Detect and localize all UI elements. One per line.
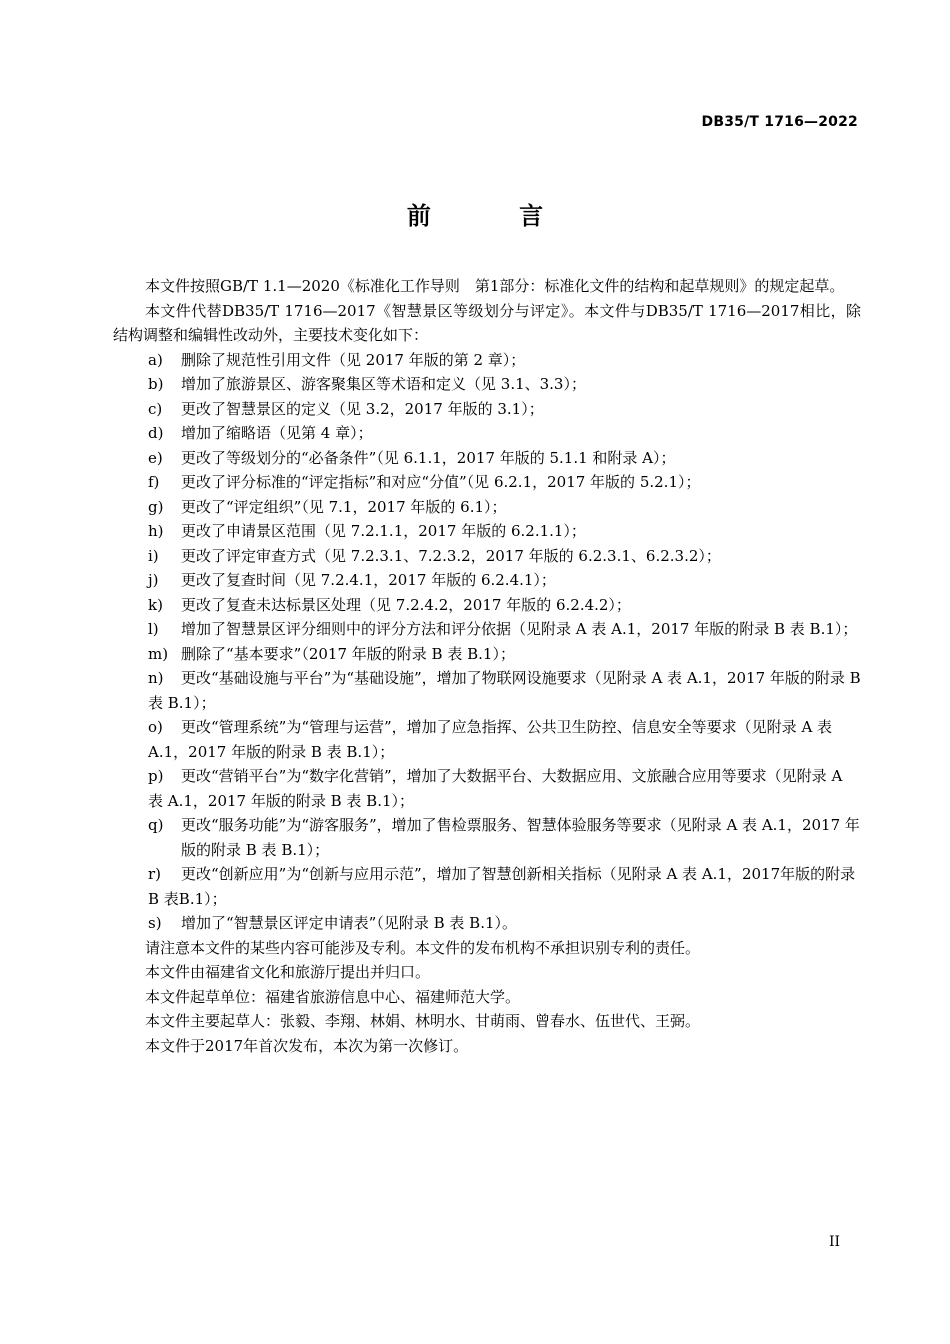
list-item <box>113 764 861 813</box>
list-item <box>113 813 861 862</box>
list-item <box>113 397 861 422</box>
list-item <box>113 470 861 495</box>
item-label: k) <box>148 595 163 614</box>
item-label: j) <box>148 571 159 589</box>
item-text: 更改了评分标准的“评定指标”和对应“分值”（见 6.2.1，2017 年版的 5.2.1）； <box>181 473 701 491</box>
list-item <box>113 617 861 642</box>
item-label: o) <box>148 718 163 736</box>
item-text: 更改“基础设施与平台”为“基础设施”，增加了物联网设施要求（见附录 A 表 A.1，2017 年版的附录 B 表 B.1）； <box>148 669 861 712</box>
item-label: h) <box>148 522 164 540</box>
list-item <box>113 911 861 936</box>
list-item <box>113 372 861 397</box>
closing-paragraph: 本文件于2017年首次发布，本次为第一次修订。 <box>145 1036 469 1055</box>
list-item <box>113 568 861 593</box>
item-label: g) <box>148 497 164 516</box>
closing-paragraph: 本文件起草单位：福建省旅游信息中心、福建师范大学。 <box>145 987 521 1006</box>
item-label: s) <box>148 914 162 932</box>
foreword-body <box>113 274 861 1058</box>
item-text: 更改“创新应用”为“创新与应用示范”，增加了智慧创新相关指标（见附录 A 表 A.1，2017年版的附录 B 表B.1）； <box>148 865 856 908</box>
item-text: 更改了智慧景区的定义（见 3.2，2017 年版的 3.1）； <box>181 399 544 418</box>
list-item <box>113 715 861 764</box>
item-label: p) <box>148 767 164 785</box>
item-label: a) <box>148 350 163 369</box>
item-label: l) <box>148 620 159 638</box>
list-item <box>113 348 861 373</box>
item-label: b) <box>148 375 164 393</box>
item-label: e) <box>148 448 163 467</box>
changes-list <box>113 348 861 936</box>
item-text: 更改了复查时间（见 7.2.4.1，2017 年版的 6.2.4.1）； <box>181 571 556 589</box>
item-text: 更改了评定审查方式（见 7.2.3.1、7.2.3.2，2017 年版的 6.2.3.1、6.2.3.2）； <box>181 546 721 565</box>
item-text: 更改“营销平台”为“数字化营销”，增加了大数据平台、大数据应用、文旅融合应用等要求（见附录 A 表 A.1，2017 年版的附录 B 表 B.1）； <box>148 767 843 810</box>
item-text: 更改了申请景区范围（见 7.2.1.1，2017 年版的 6.2.1.1）； <box>181 522 586 540</box>
list-item <box>113 862 861 911</box>
item-label: i) <box>148 546 159 565</box>
item-label: d) <box>148 424 164 442</box>
item-label: m) <box>148 644 169 663</box>
item-label: q) <box>148 816 164 834</box>
item-text: 增加了缩略语（见第 4 章）； <box>181 424 373 442</box>
list-item <box>113 495 861 520</box>
item-text: 更改“管理系统”为“管理与运营”，增加了应急指挥、公共卫生防控、信息安全等要求（见附录 A 表 A.1，2017 年版的附录 B 表 B.1）； <box>148 718 833 761</box>
page-title: 前 言 <box>406 202 584 230</box>
item-text: 更改了“评定组织”（见 7.1，2017 年版的 6.1）； <box>181 497 507 516</box>
item-text: 更改了等级划分的“必备条件”（见 6.1.1，2017 年版的 5.1.1 和附录 A）； <box>181 448 676 467</box>
item-text: 更改了复查未达标景区处理（见 7.2.4.2，2017 年版的 6.2.4.2）； <box>181 595 631 614</box>
item-text: 更改“服务功能”为“游客服务”，增加了售检票服务、智慧体验服务等要求（见附录 A 表 A.1，2017 年版的附录 B 表 B.1）； <box>181 816 860 859</box>
closing-paragraph: 请注意本文件的某些内容可能涉及专利。本文件的发布机构不承担识别专利的责任。 <box>145 938 701 957</box>
list-item <box>113 446 861 471</box>
item-label: r) <box>148 865 162 883</box>
item-text: 增加了旅游景区、游客聚集区等术语和定义（见 3.1、3.3）； <box>181 375 586 393</box>
item-label: f) <box>148 473 160 491</box>
list-item <box>113 666 861 715</box>
intro-paragraph: 本文件按照GB/T 1.1—2020《标准化工作导则 第1部分：标准化文件的结构和起草规则》的规定起草。 <box>145 277 845 295</box>
item-text: 增加了智慧景区评分细则中的评分方法和评分依据（见附录 A 表 A.1，2017 年版的附录 B 表 B.1）； <box>181 620 858 638</box>
list-item <box>113 421 861 446</box>
list-item <box>113 642 861 667</box>
intro-paragraph: 本文件代替DB35/T 1716—2017《智慧景区等级划分与评定》。本文件与DB35/T 1716—2017相比，除结构调整和编辑性改动外，主要技术变化如下： <box>113 301 861 344</box>
item-text: 删除了“基本要求”（2017 年版的附录 B 表 B.1）； <box>181 644 515 663</box>
item-label: c) <box>148 399 163 418</box>
item-label: n) <box>148 669 164 687</box>
list-item <box>113 544 861 569</box>
list-item <box>113 519 861 544</box>
closing-paragraph: 本文件由福建省文化和旅游厅提出并归口。 <box>145 963 431 981</box>
page-number: II <box>828 1234 840 1250</box>
item-text: 增加了“智慧景区评定申请表”（见附录 B 表 B.1）。 <box>181 914 518 932</box>
document-code: DB35/T 1716—2022 <box>701 114 858 130</box>
item-text: 删除了规范性引用文件（见 2017 年版的第 2 章）； <box>181 350 526 369</box>
closing-paragraph: 本文件主要起草人：张毅、李翔、林娟、林明水、甘萌雨、曾春水、伍世代、王弼。 <box>145 1012 701 1030</box>
list-item <box>113 593 861 618</box>
